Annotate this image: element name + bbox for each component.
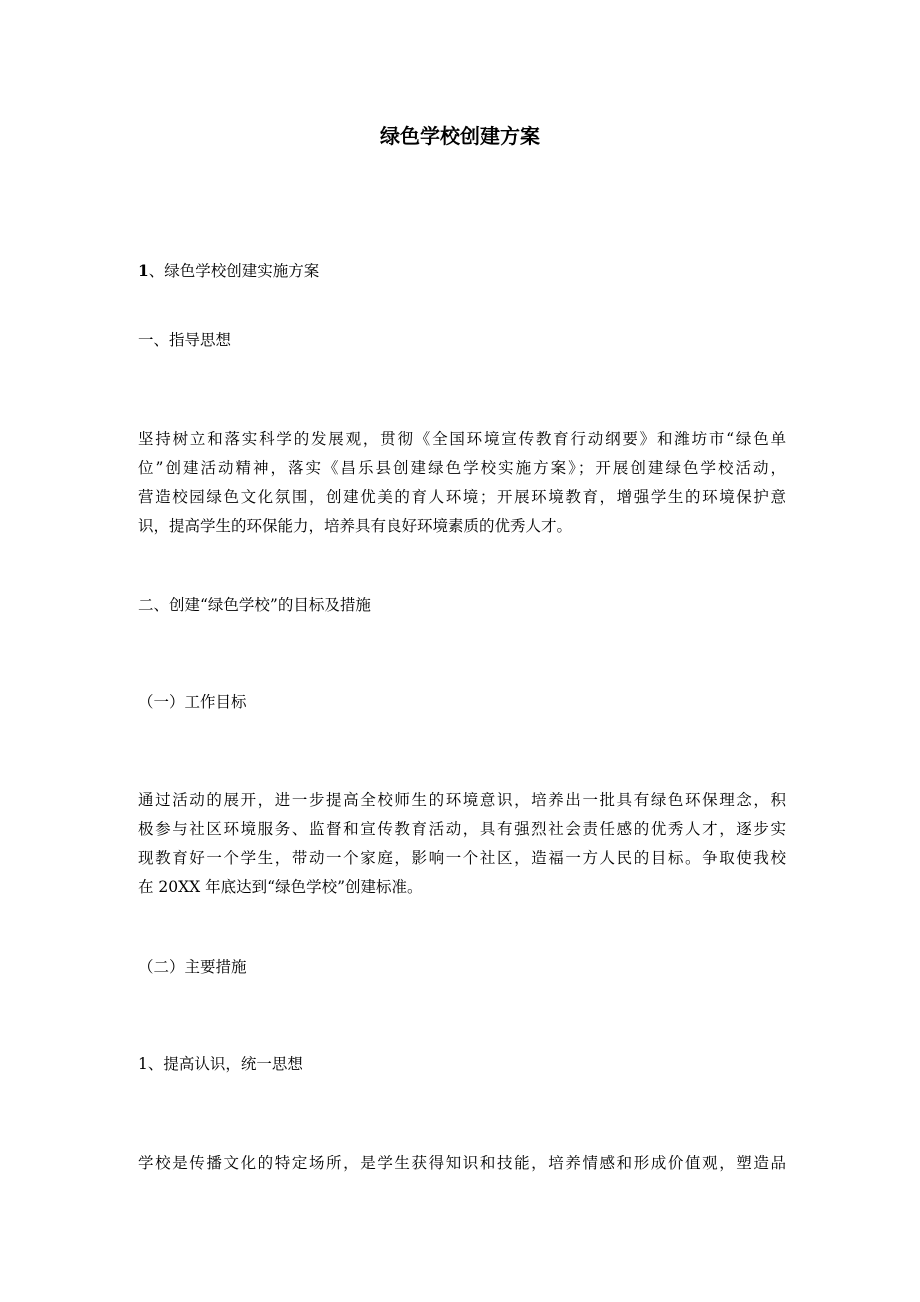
- paragraph-line: 现教育好一个学生，带动一个家庭，影响一个社区，造福一方人民的目标。争取使我校: [138, 849, 786, 867]
- section-number: 1: [138, 261, 149, 280]
- paragraph-guiding-thought: [138, 425, 786, 541]
- paragraph-line: 通过活动的展开，进一步提高全校师生的环境意识，培养出一批具有绿色环保理念，积: [138, 791, 786, 809]
- paragraph-line: 学校是传播文化的特定场所，是学生获得知识和技能，培养情感和形成价值观，塑造品: [138, 1154, 786, 1172]
- paragraph-line: 位”创建活动精神，落实《昌乐县创建绿色学校实施方案》；开展创建绿色学校活动，: [138, 459, 786, 477]
- heading-goals-and-measures: 二、创建“绿色学校”的目标及措施: [138, 596, 371, 614]
- heading-measure-1: 1、提高认识，统一思想: [138, 1055, 303, 1073]
- paragraph-work-goal: [138, 786, 786, 902]
- heading-main-measures: （二）主要措施: [138, 958, 247, 976]
- document-title: 绿色学校创建方案: [380, 124, 540, 148]
- paragraph-measure-1: [138, 1149, 786, 1178]
- paragraph-line: 识，提高学生的环保能力，培养具有良好环境素质的优秀人才。: [138, 517, 573, 535]
- heading-work-goal: （一）工作目标: [138, 693, 247, 711]
- section-heading-text: 、绿色学校创建实施方案: [148, 262, 320, 280]
- paragraph-line: 极参与社区环境服务、监督和宣传教育活动，具有强烈社会责任感的优秀人才，逐步实: [138, 820, 786, 838]
- heading-guiding-thought: 一、指导思想: [138, 331, 232, 349]
- paragraph-line: 营造校园绿色文化氛围，创建优美的育人环境；开展环境教育，增强学生的环境保护意: [138, 488, 786, 506]
- section-heading-1: [138, 256, 786, 286]
- paragraph-line: 在 20XX 年底达到“绿色学校”创建标准。: [138, 878, 423, 896]
- paragraph-line: 坚持树立和落实科学的发展观，贯彻《全国环境宣传教育行动纲要》和潍坊市“绿色单: [138, 430, 786, 448]
